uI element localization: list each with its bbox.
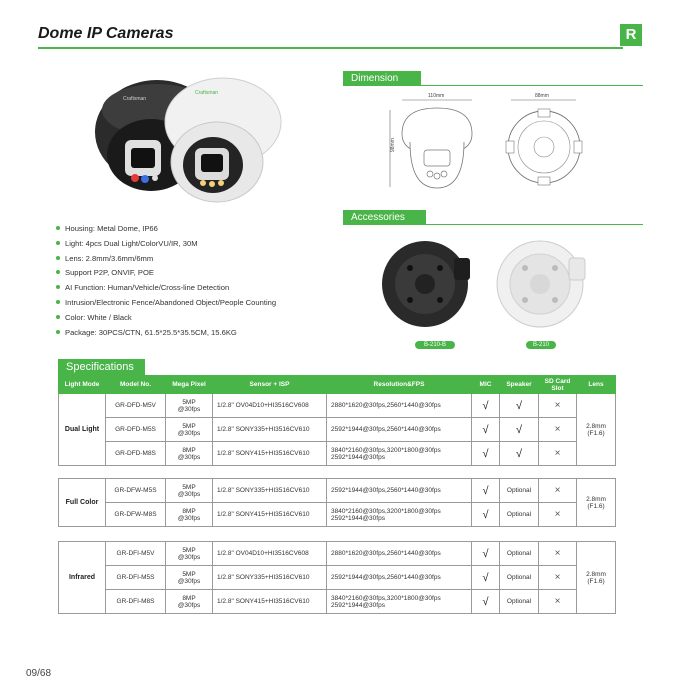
bullet-icon bbox=[56, 315, 60, 319]
megapixel-cell bbox=[166, 566, 213, 590]
section-specifications-tag: Specifications bbox=[58, 359, 145, 375]
model-cell: GR-DFW-M5S bbox=[106, 479, 166, 503]
sensor-cell: 1/2.8" SONY335+HI3516CV610 bbox=[213, 566, 327, 590]
resolution-cell bbox=[327, 542, 472, 566]
cell-line: 3840*2160@30fps,3200*1800@30fps bbox=[331, 446, 441, 454]
feature-text: Color: White / Black bbox=[65, 312, 132, 322]
spec-header-cell: Sensor + ISP bbox=[213, 376, 327, 394]
table-row bbox=[59, 394, 616, 418]
title-rule bbox=[38, 47, 623, 49]
cell-line: (F1.6) bbox=[587, 502, 605, 510]
table-row bbox=[59, 442, 616, 466]
megapixel-cell bbox=[166, 394, 213, 418]
feature-text: AI Function: Human/Vehicle/Cross-line Detection bbox=[65, 283, 230, 293]
feature-item bbox=[56, 311, 276, 326]
cell-line: @30fps bbox=[177, 429, 201, 437]
mic-cell: √ bbox=[472, 394, 500, 418]
bullet-icon bbox=[56, 270, 60, 274]
cell-line: 5MP bbox=[182, 422, 196, 430]
speaker-cell: Optional bbox=[500, 590, 539, 614]
camera-brand-black: Craftsman bbox=[123, 96, 147, 102]
sensor-cell: 1/2.8" OV04D10+HI3516CV608 bbox=[213, 542, 327, 566]
resolution-cell bbox=[327, 590, 472, 614]
megapixel-cell bbox=[166, 418, 213, 442]
dimension-width: 110mm bbox=[428, 93, 445, 99]
megapixel-cell bbox=[166, 503, 213, 527]
spec-header-cell: Model No. bbox=[106, 376, 166, 394]
light-mode-cell: Infrared bbox=[59, 542, 106, 614]
feature-text: Package: 30PCS/CTN, 61.5*25.5*35.5CM, 15.6KG bbox=[65, 327, 237, 337]
megapixel-cell bbox=[166, 542, 213, 566]
dimension-drawings bbox=[380, 92, 600, 197]
cell-line: (F1.6) bbox=[587, 429, 605, 437]
cell-line: 5MP bbox=[182, 483, 196, 491]
lens-cell bbox=[577, 479, 616, 527]
speaker-cell: √ bbox=[500, 418, 539, 442]
resolution-cell bbox=[327, 479, 472, 503]
speaker-cell: Optional bbox=[500, 503, 539, 527]
spec-header-cell: Speaker bbox=[500, 376, 539, 394]
bullet-icon bbox=[56, 300, 60, 304]
cell-line: 2592*1944@30fps bbox=[331, 453, 385, 461]
bullet-icon bbox=[56, 330, 60, 334]
feature-text: Lens: 2.8mm/3.6mm/6mm bbox=[65, 253, 154, 263]
megapixel-cell bbox=[166, 590, 213, 614]
table-row bbox=[59, 542, 616, 566]
mic-cell: √ bbox=[472, 566, 500, 590]
lens-cell bbox=[577, 542, 616, 614]
page-number: 09/68 bbox=[26, 668, 52, 679]
feature-text: Housing: Metal Dome, IP66 bbox=[65, 224, 158, 233]
cell-line: 8MP bbox=[182, 594, 196, 602]
model-cell: GR-DFI-M8S bbox=[106, 590, 166, 614]
mic-cell: √ bbox=[472, 590, 500, 614]
spec-table bbox=[58, 541, 616, 614]
mic-cell: √ bbox=[472, 479, 500, 503]
spec-table bbox=[58, 375, 616, 466]
cell-line: 2880*1620@30fps,2560*1440@30fps bbox=[331, 550, 441, 557]
spec-header-row bbox=[59, 376, 616, 394]
feature-list bbox=[56, 222, 276, 340]
light-mode-cell: Dual Light bbox=[59, 394, 106, 466]
page-title: Dome IP Cameras bbox=[38, 25, 174, 42]
dome-camera-photo bbox=[85, 70, 285, 205]
cell-line: 5MP bbox=[182, 546, 196, 554]
sd-card-cell: × bbox=[539, 590, 577, 614]
cell-line: 2592*1944@30fps,2560*1440@30fps bbox=[331, 574, 441, 581]
cell-line: @30fps bbox=[177, 405, 201, 413]
feature-item bbox=[56, 296, 276, 311]
feature-item bbox=[56, 252, 276, 267]
accessory-photos bbox=[380, 228, 610, 338]
model-cell: GR-DFW-M8S bbox=[106, 503, 166, 527]
sensor-cell: 1/2.8" SONY335+HI3516CV610 bbox=[213, 479, 327, 503]
table-row bbox=[59, 418, 616, 442]
sd-card-cell: × bbox=[539, 479, 577, 503]
feature-item bbox=[56, 222, 276, 237]
cell-line: 2592*1944@30fps,2560*1440@30fps bbox=[331, 426, 441, 433]
table-row bbox=[59, 566, 616, 590]
cell-line: 2592*1944@30fps bbox=[331, 514, 385, 522]
spec-header-cell: Light Mode bbox=[59, 376, 106, 394]
megapixel-cell bbox=[166, 442, 213, 466]
spec-header-cell: SD Card Slot bbox=[539, 376, 577, 394]
sensor-cell: 1/2.8" OV04D10+HI3516CV608 bbox=[213, 394, 327, 418]
speaker-cell: Optional bbox=[500, 566, 539, 590]
cell-line: 5MP bbox=[182, 570, 196, 578]
resolution-cell bbox=[327, 394, 472, 418]
resolution-cell bbox=[327, 566, 472, 590]
feature-item bbox=[56, 237, 276, 252]
cell-line: @30fps bbox=[177, 453, 201, 461]
speaker-cell: √ bbox=[500, 394, 539, 418]
model-cell: GR-DFD-M8S bbox=[106, 442, 166, 466]
bullet-icon bbox=[56, 256, 60, 260]
cell-line: 3840*2160@30fps,3200*1800@30fps bbox=[331, 507, 441, 515]
model-cell: GR-DFD-M5S bbox=[106, 418, 166, 442]
dimension-height: 98mm bbox=[390, 138, 396, 152]
sd-card-cell: × bbox=[539, 442, 577, 466]
dimension-depth: 88mm bbox=[535, 93, 549, 99]
model-cell: GR-DFD-M5V bbox=[106, 394, 166, 418]
speaker-cell: Optional bbox=[500, 479, 539, 503]
sensor-cell: 1/2.8" SONY415+HI3516CV610 bbox=[213, 503, 327, 527]
resolution-cell bbox=[327, 442, 472, 466]
sd-card-cell: × bbox=[539, 566, 577, 590]
sd-card-cell: × bbox=[539, 394, 577, 418]
sensor-cell: 1/2.8" SONY415+HI3516CV610 bbox=[213, 442, 327, 466]
cell-line: 2.8mm bbox=[586, 422, 606, 430]
sd-card-cell: × bbox=[539, 418, 577, 442]
spec-table bbox=[58, 478, 616, 527]
bullet-icon bbox=[56, 226, 60, 230]
speaker-cell: √ bbox=[500, 442, 539, 466]
feature-text: Light: 4pcs Dual Light/ColorVU/IR, 30M bbox=[65, 238, 198, 248]
resolution-cell bbox=[327, 418, 472, 442]
lens-cell bbox=[577, 394, 616, 466]
cell-line: 8MP bbox=[182, 446, 196, 454]
cell-line: 3840*2160@30fps,3200*1800@30fps bbox=[331, 594, 441, 602]
mic-cell: √ bbox=[472, 503, 500, 527]
section-dimension-line bbox=[421, 85, 643, 86]
cell-line: 5MP bbox=[182, 398, 196, 406]
table-row bbox=[59, 503, 616, 527]
cell-line: @30fps bbox=[177, 601, 201, 609]
mic-cell: √ bbox=[472, 542, 500, 566]
spec-header-cell: Resolution&FPS bbox=[327, 376, 472, 394]
speaker-cell: Optional bbox=[500, 542, 539, 566]
feature-text: Intrusion/Electronic Fence/Abandoned Object/People Counting bbox=[65, 297, 277, 307]
resolution-cell bbox=[327, 503, 472, 527]
table-row bbox=[59, 479, 616, 503]
cell-line: (F1.6) bbox=[587, 577, 605, 585]
cell-line: 2592*1944@30fps bbox=[331, 601, 385, 609]
cell-line: 2.8mm bbox=[586, 495, 606, 503]
feature-item bbox=[56, 266, 276, 281]
accessory-label: B-210-B bbox=[415, 341, 455, 349]
cell-line: @30fps bbox=[177, 514, 201, 522]
section-accessories-tag: Accessories bbox=[343, 210, 426, 225]
sensor-cell: 1/2.8" SONY415+HI3516CV610 bbox=[213, 590, 327, 614]
light-mode-cell: Full Color bbox=[59, 479, 106, 527]
cell-line: 2880*1620@30fps,2560*1440@30fps bbox=[331, 402, 441, 409]
cell-line: 2592*1944@30fps,2560*1440@30fps bbox=[331, 487, 441, 494]
feature-text: Support P2P, ONVIF, POE bbox=[65, 268, 154, 278]
model-cell: GR-DFI-M5V bbox=[106, 542, 166, 566]
section-accessories-line bbox=[426, 224, 643, 225]
feature-item bbox=[56, 281, 276, 296]
megapixel-cell bbox=[166, 479, 213, 503]
r-badge: R bbox=[620, 24, 642, 46]
camera-brand-white: Craftsman bbox=[195, 90, 219, 96]
bullet-icon bbox=[56, 285, 60, 289]
feature-item bbox=[56, 326, 276, 341]
cell-line: @30fps bbox=[177, 490, 201, 498]
model-cell: GR-DFI-M5S bbox=[106, 566, 166, 590]
sd-card-cell: × bbox=[539, 503, 577, 527]
cell-line: 8MP bbox=[182, 507, 196, 515]
mic-cell: √ bbox=[472, 442, 500, 466]
bullet-icon bbox=[56, 241, 60, 245]
spec-header-cell: MIC bbox=[472, 376, 500, 394]
sd-card-cell: × bbox=[539, 542, 577, 566]
mic-cell: √ bbox=[472, 418, 500, 442]
accessory-label: B-210 bbox=[526, 341, 556, 349]
section-dimension-tag: Dimension bbox=[343, 71, 421, 86]
spec-header-cell: Mega Pixel bbox=[166, 376, 213, 394]
cell-line: @30fps bbox=[177, 553, 201, 561]
cell-line: 2.8mm bbox=[586, 570, 606, 578]
sensor-cell: 1/2.8" SONY335+HI3516CV610 bbox=[213, 418, 327, 442]
spec-header-cell: Lens bbox=[577, 376, 616, 394]
table-row bbox=[59, 590, 616, 614]
cell-line: @30fps bbox=[177, 577, 201, 585]
